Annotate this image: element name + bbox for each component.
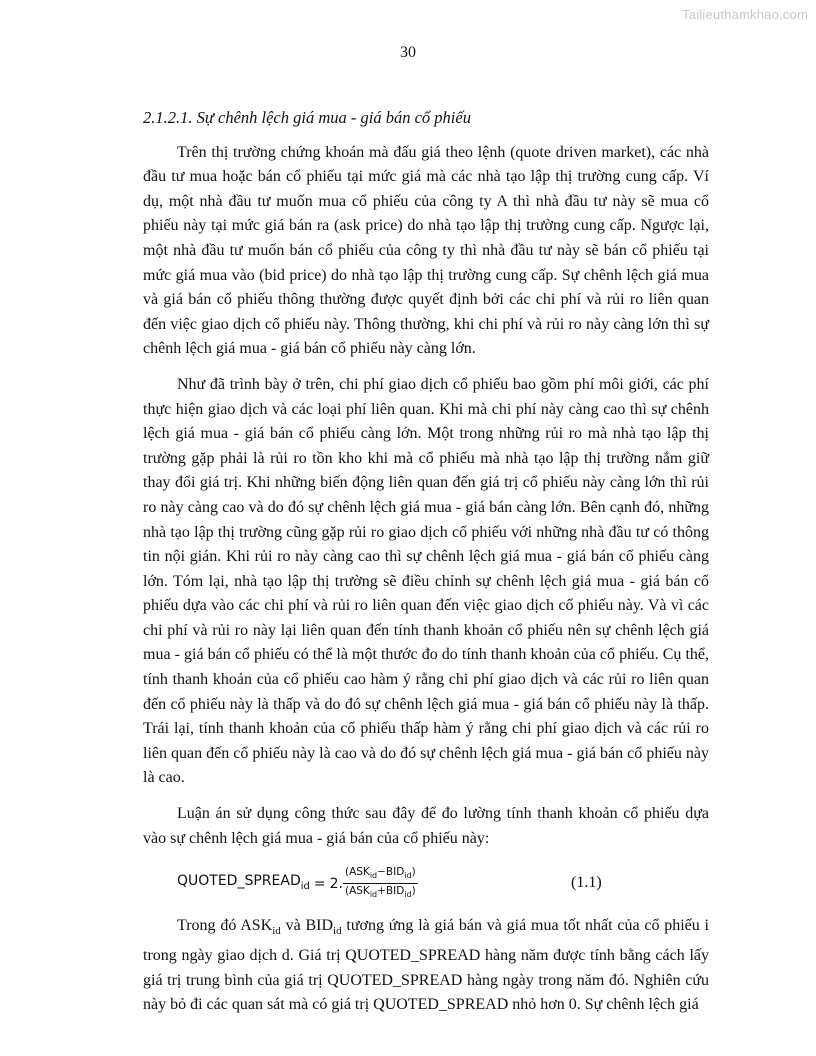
watermark: Tailieuthamkhao.com [682,7,808,22]
paragraph-4: Trong đó $ASK_{id}$ và $BID_{id}$ tương ứng là giá bán và giá mua tốt nhất của cổ phiếu i trong ngày giao dịch d. Giá trị QUOTED_SPREAD hàng năm được tính bằng cách lấy giá trị trung bình của giá trị QUOTED_SPREAD hàng ngày trong năm đó. Nghiên cứu này bỏ đi các quan sát mà có giá trị QUOTED_SPREAD nhỏ hơn 0. Sự chênh lệch giá [143,917,710,1014]
formula-row [143,862,709,902]
equation-number: (1.1) [571,874,602,892]
formula-denominator: $(ASK_{id}+BID_{id})$ [344,885,416,900]
formula-coefficient: 2. [329,875,343,892]
quoted-spread-formula [177,866,418,901]
paragraph-2: Như đã trình bày ở trên, chi phí giao dịch cổ phiếu bao gồm phí môi giới, các phí thực hiện giao dịch và các loại phí liên quan. Khi mà chi phí này càng cao thì sự chênh lệch giá mua - giá bán cổ phiếu càng lớn. Một trong những rủi ro mà nhà tạo lập thị trường gặp phải là rủi ro tồn kho khi mà cổ phiếu mà nhà tạo lập thị trường nắm giữ thay đổi giá trị. Khi những biến động liên quan đến giá trị cổ phiếu này càng lớn thì rủi ro này càng cao và do đó sự chênh lệch giá mua - giá bán càng lớn. Bên cạnh đó, những nhà tạo lập thị trường cũng gặp rủi ro giao dịch cổ phiếu với những nhà đầu tư có thông tin nội gián. Khi rủi ro này càng cao thì sự chênh lệch giá mua - giá bán cổ phiếu càng lớn. Tóm lại, nhà tạo lập thị trường sẽ điều chỉnh sự chênh lệch giá mua - giá bán cổ phiếu dựa vào các chi phí và rủi ro liên quan đến việc giao dịch cổ phiếu này. Và vì các chi phí và rủi ro này lại liên quan đến tính thanh khoản cổ phiếu nên sự chênh lệch giá mua - giá bán cổ phiếu có thể là một thước đo do tính thanh khoản của cổ phiếu. Cụ thể, tính thanh khoản của cổ phiếu cao hàm ý rằng chi phí giao dịch và các rủi ro liên quan đến cổ phiếu này là thấp và do đó sự chênh lệch giá mua - giá bán cổ phiếu này là thấp. Trái lại, tính thanh khoản của cổ phiếu thấp hàm ý rằng chi phí giao dịch và các rủi ro liên quan đến cổ phiếu này là cao và do đó sự chênh lệch giá mua - giá bán cổ phiếu này là cao. [143,375,709,787]
paragraph-3: Luận án sử dụng công thức sau đây để đo lường tính thanh khoản cổ phiếu dựa vào sự chênh lệch giá mua - giá bán của cổ phiếu này: [143,805,709,847]
formula-equals: = [313,875,326,892]
section-heading: 2.1.2.1. Sự chênh lệch giá mua - giá bán cổ phiếu [143,108,471,127]
formula-numerator: $(ASK_{id}-BID_{id})$ [343,866,418,884]
page-number: 30 [400,44,416,61]
formula-lhs: $QUOTED\_SPREAD_{id}$ [177,872,310,892]
page-body [143,106,709,1029]
paragraph-1: Trên thị trường chứng khoán mà đấu giá theo lệnh (quote driven market), các nhà đầu tư mua hoặc bán cổ phiếu tại mức giá mà các nhà tạo lập thị trường cung cấp. Ví dụ, một nhà đầu tư muốn mua cổ phiếu của công ty A thì nhà đầu tư này sẽ mua cổ phiếu này tại mức giá bán ra (ask price) do nhà tạo lập thị trường cung cấp. Ngược lại, một nhà đầu tư muốn bán cổ phiếu của công ty thì nhà đầu tư này sẽ bán cổ phiếu tại mức giá mua vào (bid price) do nhà tạo lập thị trường cung cấp. Sự chênh lệch giá mua và giá bán cổ phiếu thông thường được quyết định bởi các chi phí và rủi ro liên quan đến việc giao dịch cổ phiếu này. Thông thường, khi chi phí và rủi ro này càng lớn thì sự chênh lệch giá mua - giá bán cổ phiếu này càng lớn. [143,143,709,358]
formula-fraction [343,866,418,901]
